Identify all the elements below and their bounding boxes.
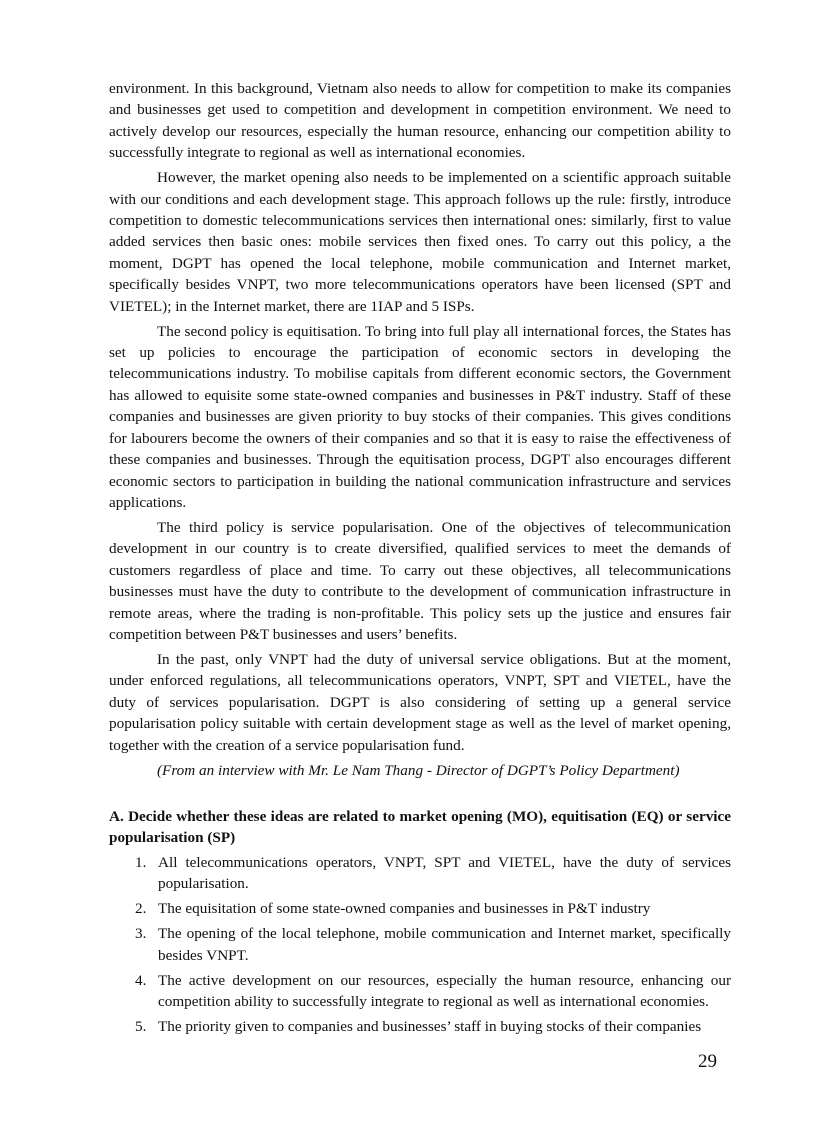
paragraph: In the past, only VNPT had the duty of universal service obligations. But at the moment, under enforced regulations, all telecommunications operators, VNPT, SPT and VIETEL, have the duty of services popularisation. DGPT is also considering of setting up a general service popularisation policy suitable with certain development stage as well as the level of market opening, together with the creation of a service popularisation fund.: [109, 650, 731, 754]
paragraph: The second policy is equitisation. To bring into full play all international forces, the States has set up policies to encourage the participation of economic sectors in developing the telecommunications industry. To mobilise capitals from different economic sectors, the Government has allowed to equisite some state-owned companies and businesses in P&T industry. Staff of these companies and businesses are given priority to buy stocks of their companies. This gives conditions for labourers become the owners of their companies and so that it is easy to raise the effectiveness of these companies and businesses. Through the equitisation process, DGPT also encourages different economic sectors to participation in building the national communication infrastructure and services applications.: [109, 322, 731, 511]
list-item: [109, 852, 731, 895]
paragraph: environment. In this background, Vietnam also needs to allow for competition to make its companies and businesses get used to competition and development in competition environment. We need to actively develop our resources, especially the human resource, enhancing our competition ability to successfully integrate to regional as well as international economies.: [109, 80, 731, 162]
paragraph: However, the market opening also needs to be implemented on a scientific approach suitable with our conditions and each development stage. This approach follows up the rule: firstly, introduce competition to domestic telecommunications services then international ones: similarly, first to value added services then basic ones: mobile services then fixed ones. To carry out this policy, a the moment, DGPT has opened the local telephone, mobile communication and Internet market, specifically besides VNPT, two more telecommunications operators have been licensed (SPT and VIETEL); in the Internet market, there are 1IAP and 5 ISPs.: [109, 169, 731, 315]
document-body: [109, 78, 731, 1041]
exercise-heading: A. Decide whether these ideas are related to market opening (MO), equitisation (EQ) or service popularisation (SP): [109, 807, 731, 847]
list-item: [109, 898, 731, 919]
item-number: 5.: [135, 1018, 147, 1035]
item-text: The equisitation of some state-owned companies and businesses in P&T industry: [158, 900, 651, 918]
list-item: [109, 1016, 731, 1037]
item-text: All telecommunications operators, VNPT, SPT and VIETEL, have the duty of services popularisation.: [158, 853, 731, 893]
item-number: 1.: [135, 853, 147, 871]
item-text: The priority given to companies and businesses’ staff in buying stocks of their companies: [158, 1018, 702, 1035]
list-item: [109, 970, 731, 1013]
paragraph: The third policy is service popularisation. One of the objectives of telecommunication development in our country is to create diversified, qualified services to meet the demands of customers regardless of place and time. To carry out these objectives, all telecommunications businesses must have the duty to contribute to the development of communication infrastructure in remote areas, where the trading is non-profitable. This policy sets up the justice and ensures fair competition between P&T businesses and users’ benefits.: [109, 518, 731, 643]
item-text: The opening of the local telephone, mobile communication and Internet market, specifically besides VNPT.: [158, 925, 731, 964]
page-number: 29: [698, 1051, 717, 1072]
list-item: [109, 923, 731, 966]
exercise-list: [109, 852, 731, 1038]
item-number: 2.: [135, 900, 147, 918]
item-number: 4.: [135, 971, 147, 989]
item-number: 3.: [135, 925, 147, 943]
source-citation: (From an interview with Mr. Le Nam Thang - Director of DGPT’s Policy Department): [157, 761, 680, 779]
item-text: The active development on our resources, especially the human resource, enhancing our competition ability to successfully integrate to regional as well as international economies.: [158, 971, 731, 1010]
